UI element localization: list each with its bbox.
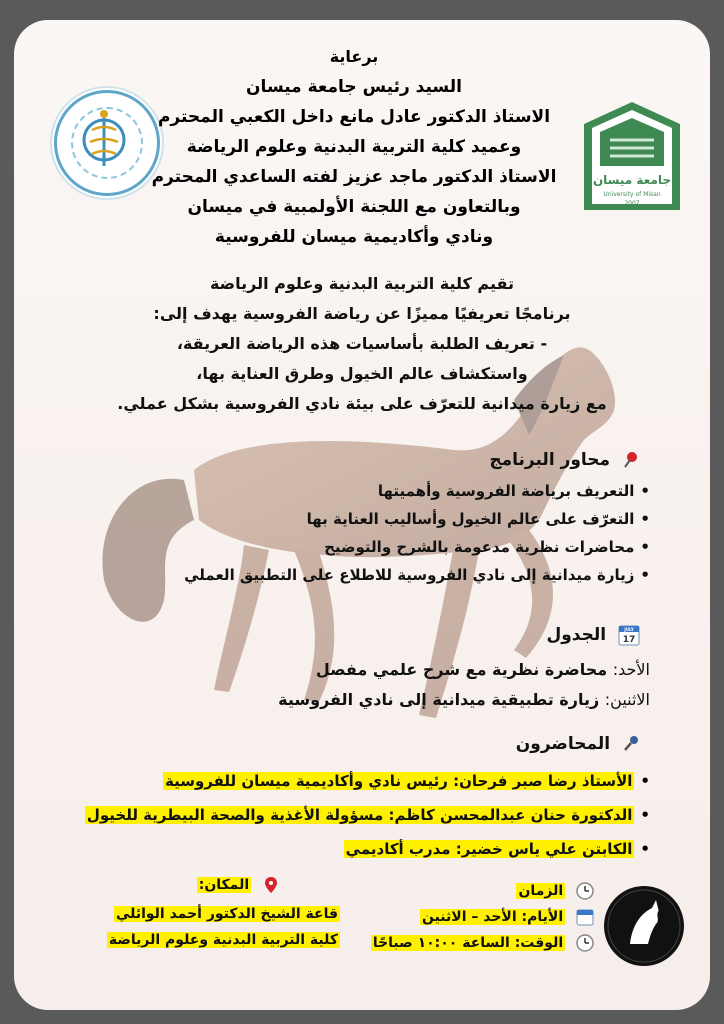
place-line-2-text: كلية التربية البدنية وعلوم الرياضة [108,932,338,948]
microphone-icon [622,735,640,753]
header-line-3: الاستاذ الدكتور عادل مانع داخل الكعبي المحترم [157,107,551,127]
axes-title-text: محاور البرنامج [489,450,611,470]
schedule-sunday-label: الأحد: [612,660,650,679]
calendar-icon [618,624,640,646]
header-line-1: برعاية [329,47,379,66]
axes-item-3: • محاضرات نظرية مدعومة بالشرح والتوضيح [324,538,650,556]
flyer-card [14,20,710,1010]
intro-line-3: - تعريف الطلبة بأساسيات هذه الرياضة العريقة، [176,334,548,353]
lecturers-title [516,734,640,754]
schedule-sunday [316,660,650,679]
university-name-en: University of Misan [603,191,661,198]
place-line-1-text: قاعة الشيخ الدكتور أحمد الوائلي [115,906,338,922]
academy-logo [604,886,684,966]
schedule-sunday-text: محاضرة نظرية مع شرح علمي مفصل [315,660,608,679]
time-days [414,908,594,926]
header-line-6: وبالتعاون مع اللجنة الأولمبية في ميسان [187,197,521,217]
place-block [100,876,340,948]
intro-line-4: واستكشاف عالم الخيول وطرق العناية بها، [196,364,528,383]
university-year: 2007 [624,200,640,207]
schedule-monday-text: زيارة تطبيقية ميدانية إلى نادي الفروسية [278,690,600,709]
pushpin-icon [622,451,640,469]
lecturer-item-1 [163,772,650,790]
header-line-4: وعميد كلية التربية البدنية وعلوم الرياضة [186,137,522,157]
intro-line-1: تقيم كلية التربية البدنية وعلوم الرياضة [209,274,515,293]
place-line-2 [100,932,340,948]
time-days-text: الأيام: الأحد – الاثنين [421,909,564,925]
time-column [372,882,594,952]
schedule-title-text: الجدول [546,625,607,645]
schedule-title [546,624,640,646]
intro-line-5: مع زيارة ميدانية للتعرّف على بيئة نادي الفروسية بشكل عملي. [117,394,607,413]
lecturer-item-3 [344,840,650,858]
intro-line-2: برنامجًا تعريفيًا مميزًا عن رياضة الفروسية يهدف إلى: [153,304,571,323]
place-line-1 [100,906,340,922]
schedule-monday [278,690,650,709]
calendar-month: JULY [624,627,634,632]
axes-item-1: • التعريف برياضة الفروسية وأهميتها [378,482,650,500]
university-logo [570,90,694,214]
calendar-day: 17 [622,635,636,645]
axes-item-2: • التعرّف على عالم الخيول وأساليب العناية بها [307,510,650,528]
place-title-text: المكان: [198,877,250,893]
university-name-ar: جامعة ميسان [592,173,672,187]
clock-icon [576,882,594,900]
time-title [414,882,594,900]
time-title-text: الزمان [518,883,564,899]
time-hour [372,934,594,952]
header-line-7: ونادي وأكاديمية ميسان للفروسية [214,227,494,247]
axes-title [489,450,640,470]
schedule-monday-label: الاثنين: [604,690,650,709]
axes-item-4: • زيارة ميدانية إلى نادي الفروسية للاطلاع على التطبيق العملي [184,566,650,584]
time-hour-text: الوقت: الساعة ١٠:٠٠ صباحًا [372,935,564,951]
clock-small-icon [576,934,594,952]
lecturer-3-text: الكابتن علي ياس خضير: مدرب أكاديمي [345,840,633,858]
lecturers-title-text: المحاضرون [515,734,611,754]
patronage-header [134,42,574,252]
lecturer-item-2 [85,806,650,824]
lecturer-2-text: الدكتورة حنان عبدالمحسن كاظم: مسؤولة الأغذية والصحة البيطرية للخيول [86,806,633,824]
place-title [100,876,340,894]
location-pin-icon [262,876,280,894]
header-line-5: الاستاذ الدكتور ماجد عزيز لفته الساعدي المحترم [151,167,557,187]
calendar-small-icon [576,908,594,926]
header-line-2: السيد رئيس جامعة ميسان [246,77,462,97]
lecturer-1-text: الأستاذ رضا صبر فرحان: رئيس نادي وأكاديمية ميسان للفروسية [164,772,633,790]
